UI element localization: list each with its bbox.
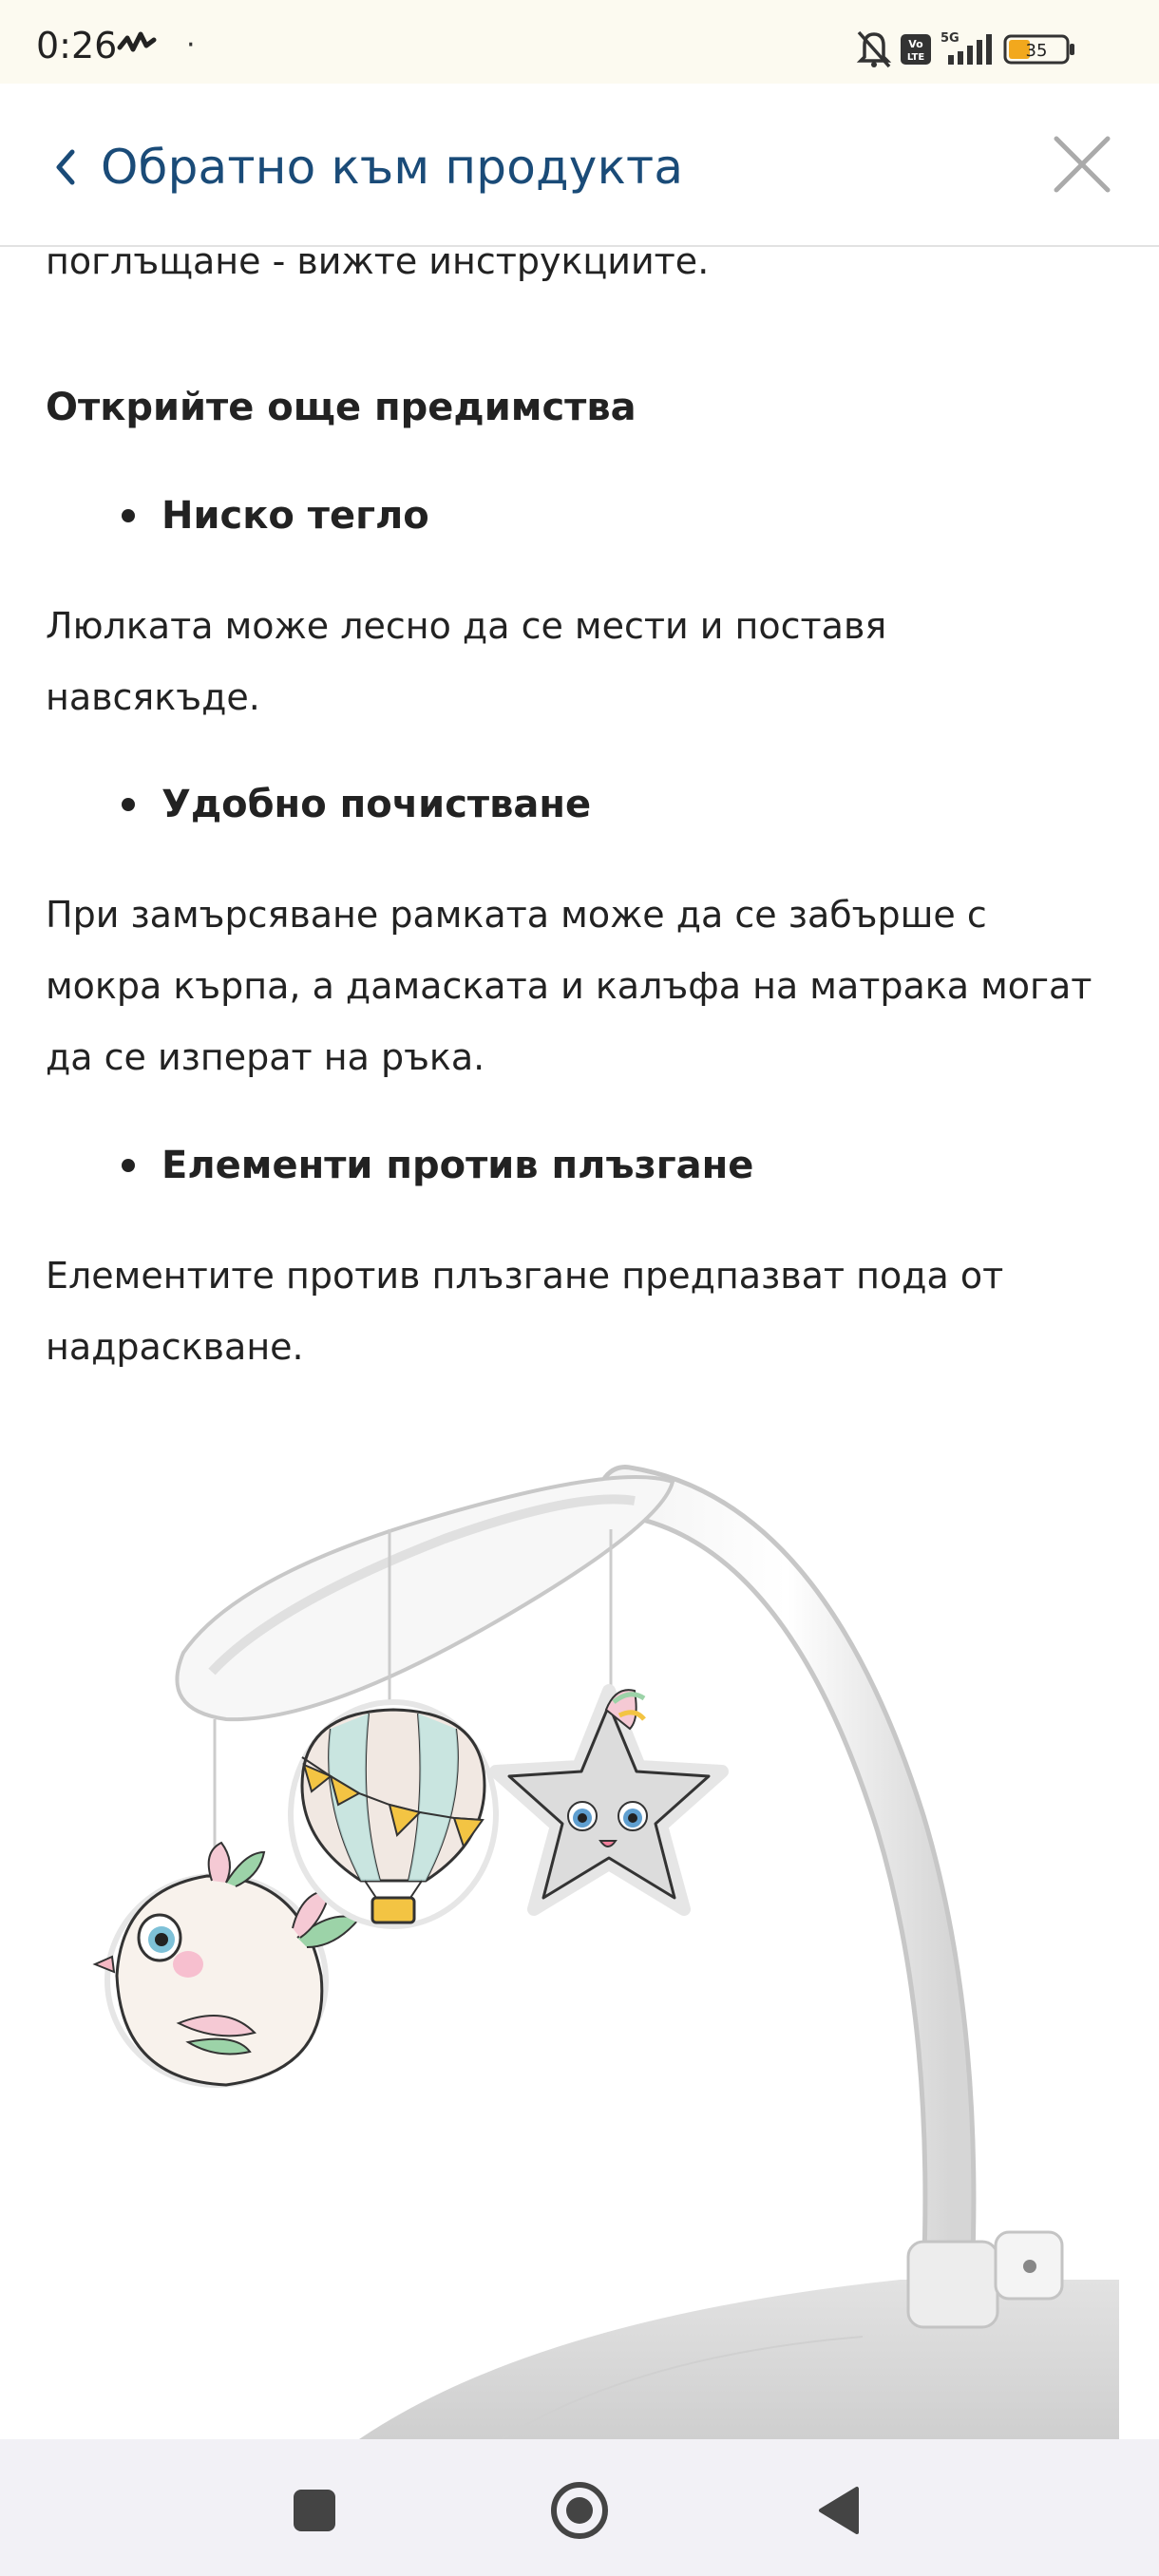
section-heading: Открийте още предимства	[46, 386, 636, 429]
status-bar	[0, 0, 1159, 84]
status-right-icons	[853, 28, 1110, 66]
bullet-dot	[122, 1159, 135, 1172]
heartbeat-icon	[116, 30, 158, 63]
list-item	[122, 494, 429, 538]
svg-text:Vo: Vo	[908, 38, 923, 50]
svg-text:35: 35	[1025, 41, 1048, 61]
home-circle-icon	[546, 2477, 613, 2544]
list-item	[122, 1144, 753, 1187]
product-image	[46, 1444, 1119, 2439]
recents-button[interactable]	[281, 2477, 348, 2544]
back-button[interactable]	[808, 2477, 874, 2544]
status-dot: ·	[186, 28, 196, 62]
bullet-dot	[122, 509, 135, 522]
list-item-text: Люлката може лесно да се мести и поставя навсякъде.	[46, 605, 887, 718]
list-item-title: Удобно почистване	[162, 783, 592, 826]
home-button[interactable]	[546, 2477, 613, 2544]
close-button[interactable]	[1051, 133, 1113, 196]
back-triangle-icon	[808, 2477, 874, 2544]
signal-icon	[940, 31, 992, 65]
star-toy	[496, 1690, 722, 1909]
status-time: 0:26	[36, 25, 118, 66]
intro-tail-text: поглъщане - вижте инструкциите.	[46, 245, 710, 282]
header	[0, 84, 1159, 247]
list-item-text: При замърсяване рамката може да се забърше с мокра кърпа, а дамаската и калъфа на матрака могат да се изперат на ръка.	[46, 894, 1092, 1078]
svg-text:LTE: LTE	[906, 52, 925, 63]
system-nav-bar	[0, 2439, 1159, 2576]
list-item	[122, 783, 591, 826]
volte-icon	[901, 34, 931, 65]
back-to-product-link[interactable]	[51, 129, 683, 205]
svg-text:5G: 5G	[940, 31, 960, 46]
bullet-dot	[122, 798, 135, 811]
bell-muted-icon	[859, 32, 889, 67]
battery-icon	[1005, 36, 1074, 63]
balloon-toy	[291, 1702, 496, 1926]
list-item-title: Ниско тегло	[162, 494, 429, 538]
chevron-left-icon	[51, 148, 80, 186]
list-item-title: Елементи против плъзгане	[162, 1144, 754, 1187]
list-item-text: Елементите против плъзгане предпазват пода от надраскване.	[46, 1255, 1004, 1368]
recents-square-icon	[281, 2477, 348, 2544]
back-link-label: Обратно към продукта	[101, 140, 684, 195]
close-icon	[1051, 133, 1113, 196]
